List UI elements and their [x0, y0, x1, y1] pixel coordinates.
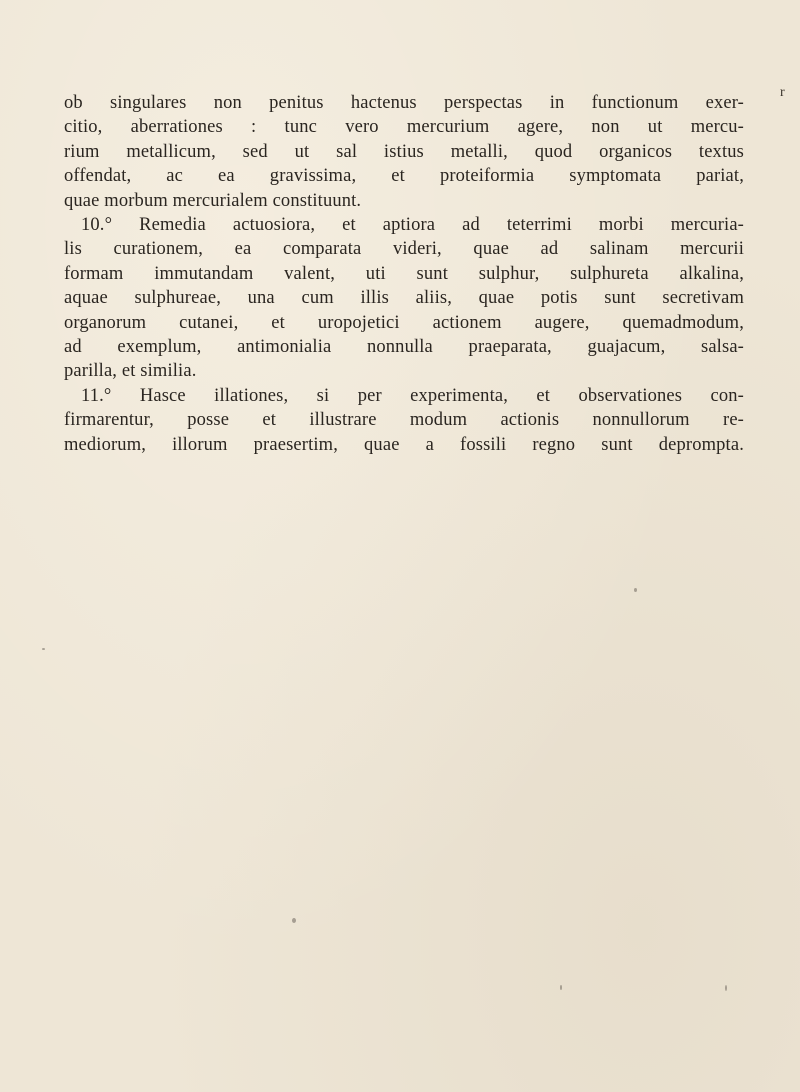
- body-text: [64, 91, 744, 457]
- paper-speck: [292, 918, 296, 923]
- paper-speck: [634, 588, 637, 592]
- text-line: mediorum, illorum praesertim, quae a fossili regno sunt deprompta.: [64, 434, 744, 455]
- text-line: ob singulares non penitus hactenus perspectas in functionum exer-: [64, 93, 744, 113]
- text-line: citio, aberrationes : tunc vero mercurium agere, non ut mercu-: [64, 117, 744, 138]
- text-line: firmarentur, posse et illustrare modum actionis nonnullorum re-: [64, 410, 744, 431]
- page-corner-mark: r: [780, 85, 785, 100]
- text-line: formam immutandam valent, uti sunt sulphur, sulphureta alkalina,: [64, 263, 744, 284]
- text-line: quae morbum mercurialem constituunt.: [64, 190, 362, 211]
- paper-speck: [42, 648, 45, 650]
- text-line: parilla, et similia.: [64, 361, 197, 382]
- text-line: 11.° Hasce illationes, si per experimenta, et observationes con-: [81, 385, 744, 406]
- text-line: aquae sulphureae, una cum illis aliis, quae potis sunt secretivam: [64, 288, 744, 309]
- paper-speck: [725, 985, 727, 991]
- text-line: organorum cutanei, et uropojetici actionem augere, quemadmodum,: [64, 312, 744, 333]
- paper-speck: [560, 985, 562, 990]
- text-line: rium metallicum, sed ut sal istius metalli, quod organicos textus: [64, 141, 744, 162]
- text-line: ad exemplum, antimonialia nonnulla praeparata, guajacum, salsa-: [64, 337, 744, 358]
- text-line: lis curationem, ea comparata videri, quae ad salinam mercurii: [64, 239, 744, 260]
- text-line: 10.° Remedia actuosiora, et aptiora ad teterrimi morbi mercuria-: [81, 215, 744, 236]
- text-line: offendat, ac ea gravissima, et proteiformia symptomata pariat,: [64, 166, 744, 187]
